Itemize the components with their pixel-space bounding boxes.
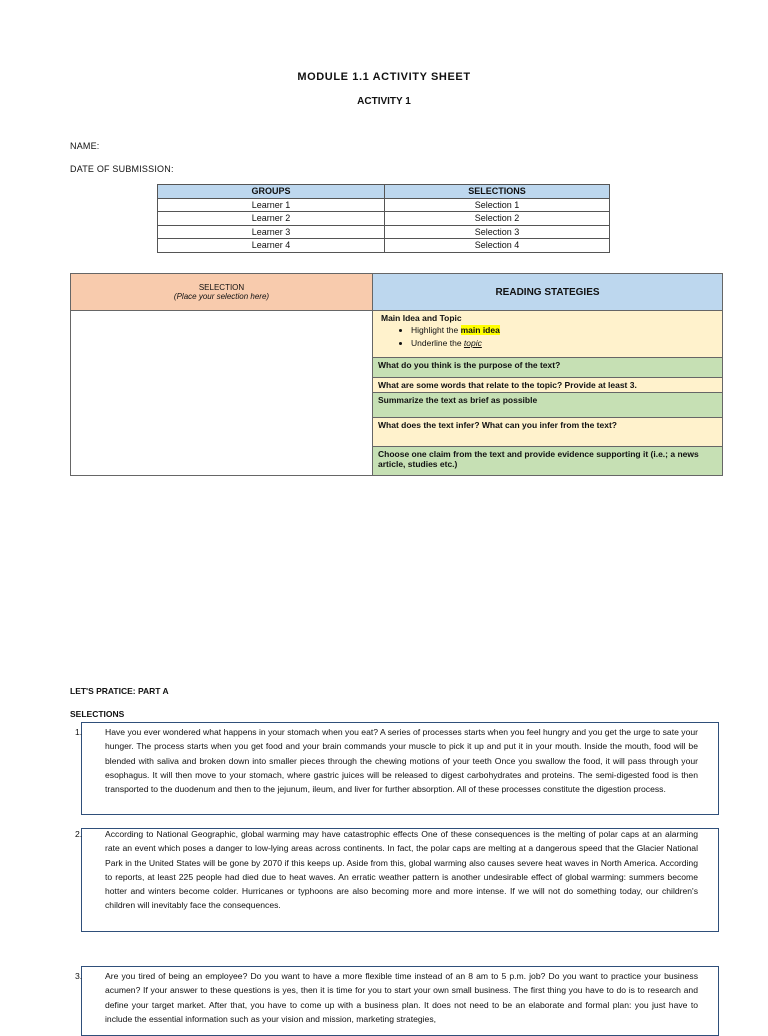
list-item — [411, 325, 722, 335]
name-label: NAME: — [70, 141, 100, 151]
groups-column-header: GROUPS — [158, 185, 385, 199]
table-row — [158, 239, 610, 253]
selection-header-cell — [71, 274, 373, 311]
selection-box-2 — [75, 828, 719, 932]
table-row — [158, 225, 610, 239]
groups-table — [157, 184, 610, 253]
selection-hint: (Place your selection here) — [173, 292, 270, 301]
selections-column-header: SELECTIONS — [385, 185, 610, 199]
selection-cell: Selection 1 — [385, 198, 610, 212]
page-title: MODULE 1.1 ACTIVITY SHEET — [297, 71, 471, 83]
main-idea-highlight: main idea — [460, 325, 500, 335]
group-cell: Learner 3 — [158, 225, 385, 239]
related-words-question: What are some words that relate to the topic? Provide at least 3. — [373, 378, 723, 393]
table-row — [158, 198, 610, 212]
group-cell: Learner 1 — [158, 198, 385, 212]
reading-strategies-table — [70, 273, 723, 476]
selection-header: SELECTION — [198, 283, 245, 292]
list-item — [411, 338, 722, 348]
selection-input-area[interactable] — [71, 311, 373, 476]
selection-cell: Selection 2 — [385, 212, 610, 226]
selection-text: According to National Geographic, global warming may have catastrophic effects One of these consequences is the melting of polar caps at an alarming rate an event which poses a danger to low-lying areas across continents. In fact, the polar caps are melting at a dangerous speed that the Glacier National Park in the United States will be gone by 2070 if this keeps up. Aside from this, global warming also causes severe heat waves in North America. According to reports, at least 225 people had died due to heat waves. An erratic weather pattern is another undesirable effect of global warming: summers become hotter and winters become colder. Hurricanes or typhoons are also becoming more and more intense. If we will not do something today, our children's children will inevitably face the consequences. — [105, 829, 698, 911]
group-cell: Learner 2 — [158, 212, 385, 226]
group-cell: Learner 4 — [158, 239, 385, 253]
main-idea-title: Main Idea and Topic — [381, 313, 462, 323]
main-idea-list — [373, 325, 722, 348]
selections-label: SELECTIONS — [70, 709, 125, 719]
selection-text: Have you ever wondered what happens in your stomach when you eat? A series of processes starts when you feel hungry and you get the urge to sate your hunger. The process starts when you get food and your brain commands your muscle to pick it up and put it in your mouth. Inside the mouth, food will be blended with saliva and broken down into smaller pieces through the chewing motions of your teeth Once you swallow the food, it will pass through your esophagus. It will then move to your stomach, where gastric juices will be released to digest carbohydrates and proteins. The semi-digested food is then transported to the duodenum and then to the jejunum, ileum, and liver for further absorption. All of these processes constitute the digestion process. — [105, 727, 698, 795]
date-of-submission-label: DATE OF SUBMISSION: — [70, 164, 174, 174]
selection-number: 2. — [75, 829, 83, 839]
groups-table-header-row — [158, 185, 610, 199]
selection-cell: Selection 4 — [385, 239, 610, 253]
infer-question: What does the text infer? What can you infer from the text? — [373, 418, 723, 447]
list-item-text: Highlight the — [411, 325, 461, 335]
table-row — [158, 212, 610, 226]
purpose-question: What do you think is the purpose of the text? — [373, 358, 723, 378]
selection-text: Are you tired of being an employee? Do you want to have a more flexible time instead of an 8 am to 5 p.m. job? Do you want to practice your business acumen? If your answer to these questions is yes, then it is time for you to start your own small business. The first thing you have to do is to research and define your target market. After that, you have to come up with a business plan. It does not need to be an elaborate and formal plan: you just have to include the essential information such as your vision and mission, marketing strategies, — [105, 971, 698, 1024]
selection-box-3 — [75, 966, 719, 1036]
practice-heading: LET'S PRATICE: PART A — [70, 686, 169, 696]
list-item-text: Underline the — [411, 338, 464, 348]
selection-number: 1. — [75, 727, 83, 737]
summarize-question: Summarize the text as brief as possible — [373, 393, 723, 418]
reading-strategies-header: READING STATEGIES — [373, 274, 723, 311]
selection-cell: Selection 3 — [385, 225, 610, 239]
main-idea-cell — [373, 311, 723, 358]
topic-underline: topic — [463, 338, 482, 348]
claim-question: Choose one claim from the text and provide evidence supporting it (i.e.; a news article, studies etc.) — [373, 447, 723, 476]
selection-box-1 — [75, 722, 719, 815]
selection-number: 3. — [75, 971, 83, 981]
activity-subtitle: ACTIVITY 1 — [357, 96, 411, 107]
